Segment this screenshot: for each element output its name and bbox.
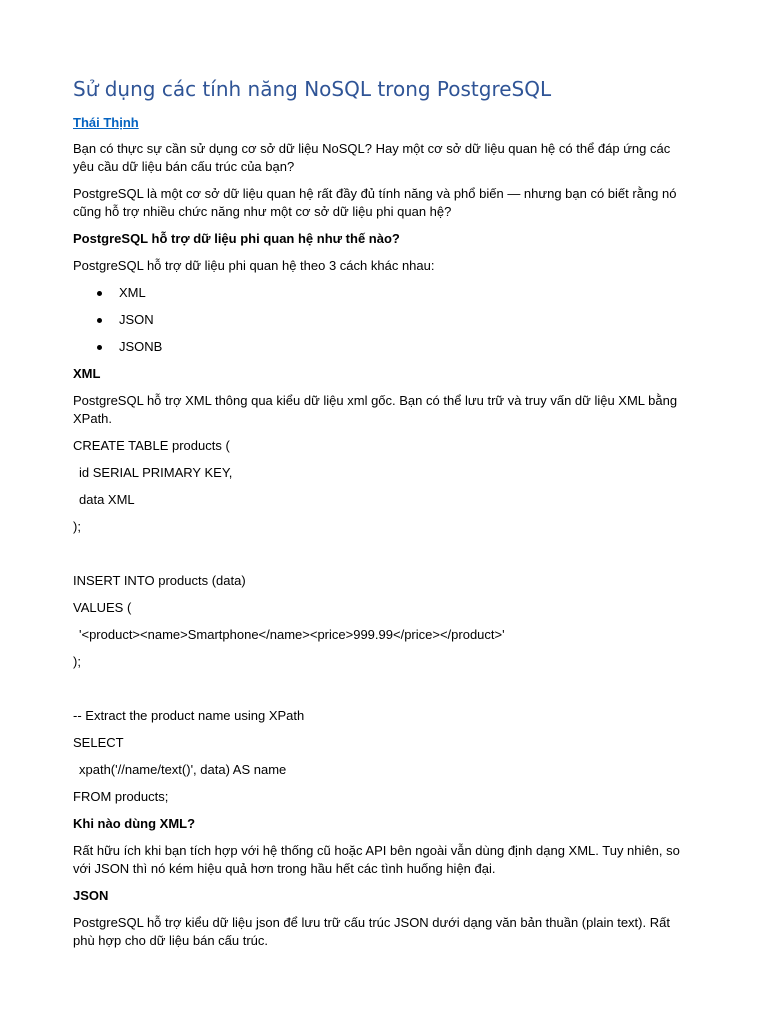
list-item-label: JSONB — [119, 339, 163, 354]
support-intro: PostgreSQL hỗ trợ dữ liệu phi quan hệ theo 3 cách khác nhau: — [73, 258, 435, 273]
list-item — [73, 311, 690, 329]
document-title: Sử dụng các tính năng NoSQL trong PostgreSQL — [73, 77, 552, 101]
code-line: xpath('//name/text()', data) AS name — [79, 762, 287, 777]
code-line: ); — [73, 519, 81, 534]
code-line: FROM products; — [73, 789, 169, 804]
code-line: INSERT INTO products (data) — [73, 573, 246, 588]
support-list — [73, 284, 690, 356]
when-xml-description: Rất hữu ích khi bạn tích hợp với hệ thống cũ hoặc API bên ngoài vẫn dùng định dạng XML. Tuy nhiên, so với JSON thì nó kém hiệu quả hơn trong hầu hết các tình huống hiện đại. — [73, 843, 680, 876]
list-item-label: JSON — [119, 312, 154, 327]
list-item — [73, 284, 690, 302]
heading-xml: XML — [73, 366, 101, 381]
blank-line — [73, 680, 690, 698]
code-line: ); — [73, 654, 81, 669]
intro-paragraph-2: PostgreSQL là một cơ sở dữ liệu quan hệ rất đầy đủ tính năng và phổ biến — nhưng bạn có biết rằng nó cũng hỗ trợ nhiều chức năng như một cơ sở dữ liệu phi quan hệ? — [73, 186, 677, 219]
list-item-label: XML — [119, 285, 146, 300]
json-description: PostgreSQL hỗ trợ kiểu dữ liệu json để lưu trữ cấu trúc JSON dưới dạng văn bản thuần (plain text). Rất phù hợp cho dữ liệu bán cấu trúc. — [73, 915, 670, 948]
bullet-icon — [97, 345, 102, 350]
intro-paragraph-1: Bạn có thực sự cần sử dụng cơ sở dữ liệu NoSQL? Hay một cơ sở dữ liệu quan hệ có thể đáp ứng các yêu cầu dữ liệu bán cấu trúc của bạn? — [73, 141, 671, 174]
heading-json: JSON — [73, 888, 109, 903]
bullet-icon — [97, 318, 102, 323]
code-line: SELECT — [73, 735, 124, 750]
code-line: VALUES ( — [73, 600, 132, 615]
code-line: id SERIAL PRIMARY KEY, — [79, 465, 233, 480]
code-line: '<product><name>Smartphone</name><price>999.99</price></product>' — [79, 627, 505, 642]
code-line: data XML — [79, 492, 135, 507]
code-line: -- Extract the product name using XPath — [73, 708, 305, 723]
heading-support: PostgreSQL hỗ trợ dữ liệu phi quan hệ như thế nào? — [73, 231, 400, 246]
xml-description: PostgreSQL hỗ trợ XML thông qua kiểu dữ liệu xml gốc. Bạn có thể lưu trữ và truy vấn dữ liệu XML bằng XPath. — [73, 393, 678, 426]
heading-when-xml: Khi nào dùng XML? — [73, 816, 196, 831]
list-item — [73, 338, 690, 356]
code-line: CREATE TABLE products ( — [73, 438, 230, 453]
bullet-icon — [97, 291, 102, 296]
blank-line — [73, 545, 690, 563]
author-link[interactable]: Thái Thịnh — [73, 115, 139, 130]
